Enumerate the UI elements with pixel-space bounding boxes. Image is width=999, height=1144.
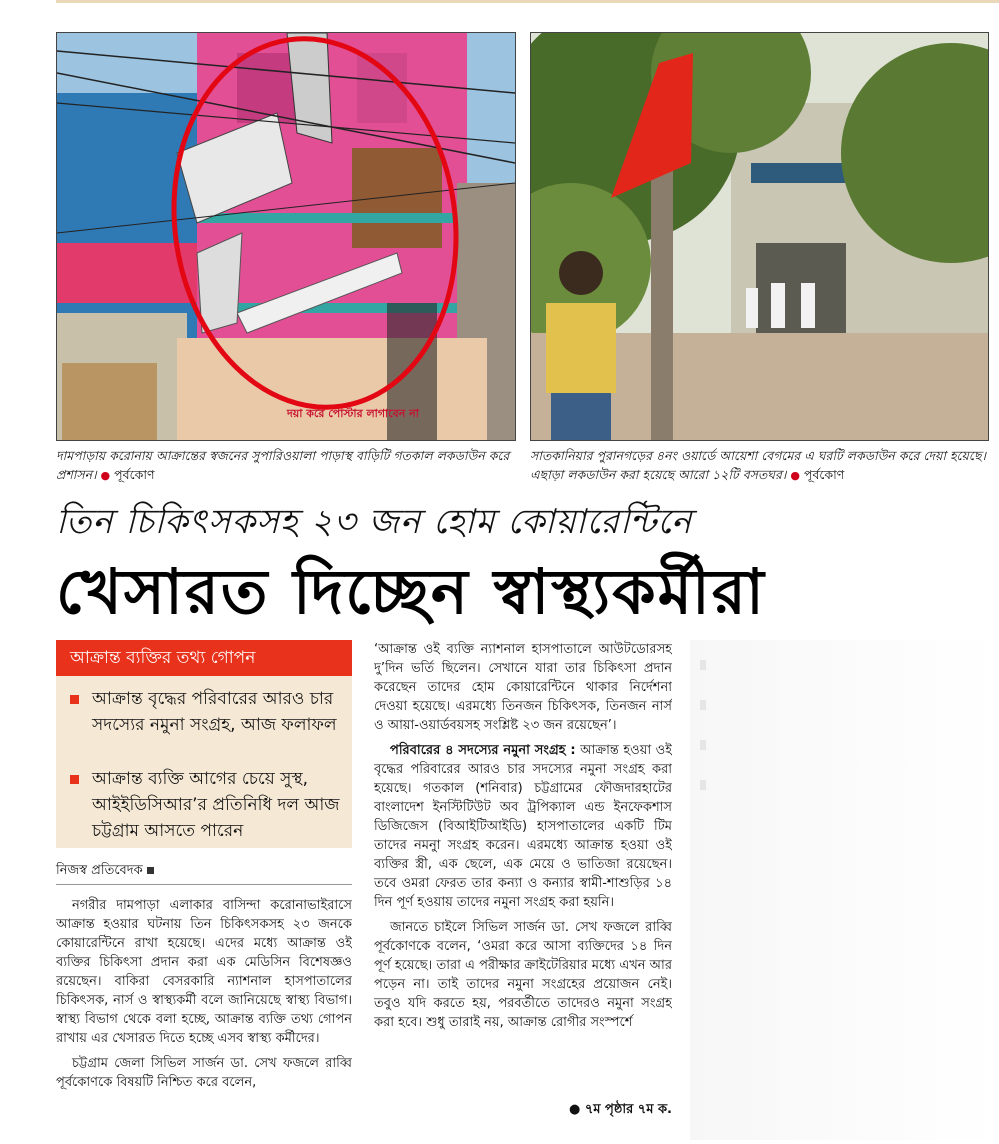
faded-glyph [700, 740, 706, 750]
main-headline: খেসারত দিচ্ছেন স্বাস্থ্যকর্মীরা [56, 555, 766, 628]
faded-glyph [700, 660, 706, 670]
caption-left-credit-text: পূর্বকোণ [114, 467, 155, 482]
highlight-title: আক্রান্ত ব্যক্তির তথ্য গোপন [56, 640, 352, 676]
byline [56, 862, 196, 880]
subhead: পরিবারের ৪ সদস্যের নমুনা সংগ্রহ : [390, 743, 576, 758]
byline-square-icon [147, 867, 154, 874]
caption-right [530, 446, 990, 485]
wall-text: দয়া করে পোস্টার লাগাবেন না [287, 407, 419, 420]
bullet-square-icon [70, 775, 79, 784]
paragraph: চট্টগ্রাম জেলা সিভিল সার্জন ডা. সেখ ফজলে রাব্বি পূর্বকোণকে বিষয়টি নিশ্চিত করে বলেন, [56, 1056, 352, 1090]
faded-glyph [700, 780, 706, 790]
top-rule [56, 0, 999, 3]
caption-left-credit [101, 467, 155, 482]
highlight-box [56, 640, 352, 848]
highlight-item-text: আক্রান্ত ব্যক্তি আগের চেয়ে সুস্থ, আইইডিসিআর’র প্রতিনিধি দল আজ চট্টগ্রাম আসতে পারেন [92, 769, 340, 841]
credit-dot-icon: ● [790, 469, 800, 482]
paragraph-with-subhead [374, 741, 672, 912]
paragraph-text: আক্রান্ত হওয়া ওই বৃদ্ধের পরিবারের আরও চার সদস্যের নমুনা সংগ্রহ করা হয়েছে। গতকাল (শনিবার) চট্টগ্রামের ফৌজদারহাটের বাংলাদেশ ইনস্টিটিউট অব ট্রপিক্যাল এন্ড ইনফেকশাস ডিজিজেস (বিআইটিআইডি) হাসপাতালের একটি টিম তাদের নমনুা সংগ্রহ করেন। এরমধ্যে আক্রান্ত হওয়া ওই ব্যক্তির স্ত্রী, এক ছেলে, এক মেয়ে ও ভাতিজা রয়েছেন। তবে ওমরা ফেরত তার কন্যা ও কন্যার স্বামী-শাশুড়ির ১৪ দিন পূর্ণ হওয়ায় তাদের নমুনা সংগ্রহ করা হয়নি। [374, 743, 672, 910]
bullet-square-icon [70, 695, 79, 704]
faded-column [690, 640, 999, 1140]
caption-right-credit [790, 467, 844, 482]
caption-right-text: সাতকানিয়ার পুরানগড়ের ৪নং ওয়ার্ডে আয়েশা বেগমের এ ঘরটি লকডাউন করে দেয়া হয়েছে। এছাড়া লকডাউন করা হয়েছে আরো ১২টি বসতঘর। [530, 448, 986, 482]
photo-right-illustration [531, 33, 988, 440]
photo-left-illustration [57, 33, 515, 440]
paragraph: ‘আক্রান্ত ওই ব্যক্তি ন্যাশনাল হাসপাতালে আউটডোরসহ দু’দিন ভর্তি ছিলেন। সেখানে যারা তার চিকিৎসা প্রদান করেছেন তাদের হোম কোয়ারেন্টিনে থাকার নির্দেশনা দেওয়া হয়েছে। এরমধ্যে তিনজন চিকিৎসক, তিনজন নার্স ও আয়া-ওয়ার্ডবয়সহ সংশ্লিষ্ট ২৩ জন রয়েছেন’। [374, 642, 672, 733]
kicker-headline: তিন চিকিৎসকসহ ২৩ জন হোম কোয়ারেন্টিনে [56, 502, 693, 542]
photo-lockdown-building [56, 32, 516, 441]
jump-text: ৭ম পৃষ্ঠার ৭ম ক. [584, 1102, 672, 1117]
credit-dot-icon: ● [100, 469, 111, 482]
continued-jump [540, 1100, 672, 1121]
highlight-item [68, 686, 344, 738]
paragraph: নগরীর দামপাড়া এলাকার বাসিন্দা করোনাভাইরাসে আক্রান্ত হওয়ার ঘটনায় তিন চিকিৎসকসহ ২৩ জনকে কোয়ারেন্টিনে রাখা হয়েছে। এদের মধ্যে আক্রান্ত ওই ব্যক্তির চিকিৎসা প্রদান করা এক মেডিসিন বিশেষজ্ঞও রয়েছেন। বাকিরা বেসরকারি ন্যাশনাল হাসপাতালের চিকিৎসক, নার্স ও স্বাস্থ্যকর্মী বলে জানিয়েছে স্বাস্থ্য বিভাগ। স্বাস্থ্য বিভাগ থেকে বলা হচ্ছে, আক্রান্ত ব্যক্তি তথ্য গোপন রাখায় এর খেসারত দিতে হচ্ছে এসব স্বাস্থ্য কর্মীদের। [56, 898, 352, 1046]
caption-left [56, 446, 510, 485]
caption-left-text: দামপাড়ায় করোনায় আক্রান্তের স্বজনের সুপারিওয়ালা পাড়াস্থ বাড়িটি গতকাল লকডাউন করে প্রশাসন। [56, 448, 510, 482]
highlight-item [68, 766, 344, 844]
faded-glyph [700, 700, 706, 710]
highlight-item-text: আক্রান্ত বৃদ্ধের পরিবারের আরও চার সদস্যের নমুনা সংগ্রহ, আজ ফলাফল [92, 689, 337, 735]
article-column-2 [374, 640, 672, 1130]
byline-text: নিজস্ব প্রতিবেদক [56, 863, 143, 878]
byline-divider [56, 884, 352, 885]
paragraph: জানতে চাইলে সিভিল সার্জন ডা. সেখ ফজলে রাব্বি পূর্বকোণকে বলেন, ‘ওমরা করে আসা ব্যক্তিদের ১৪ দিন পূর্ণ হয়েছে। তারা এ পরীক্ষার ক্রাইটেরিয়ার মধ্যে এখন আর পড়েন না। তাই তাদের নমুনা সংগ্রহের প্রয়োজন নেই। তবুও যদি করতে হয়, পরবর্তীতে তাদেরও নমুনা সংগ্রহ করা হবে। শুধু তারাই নয়, আক্রান্ত রোগীর সংস্পর্শে [374, 920, 672, 1030]
article-column-1 [56, 896, 352, 1136]
caption-right-credit-text: পূর্বকোণ [803, 467, 845, 482]
jump-dot-icon: ● [568, 1102, 581, 1117]
photo-red-flag [530, 32, 989, 441]
